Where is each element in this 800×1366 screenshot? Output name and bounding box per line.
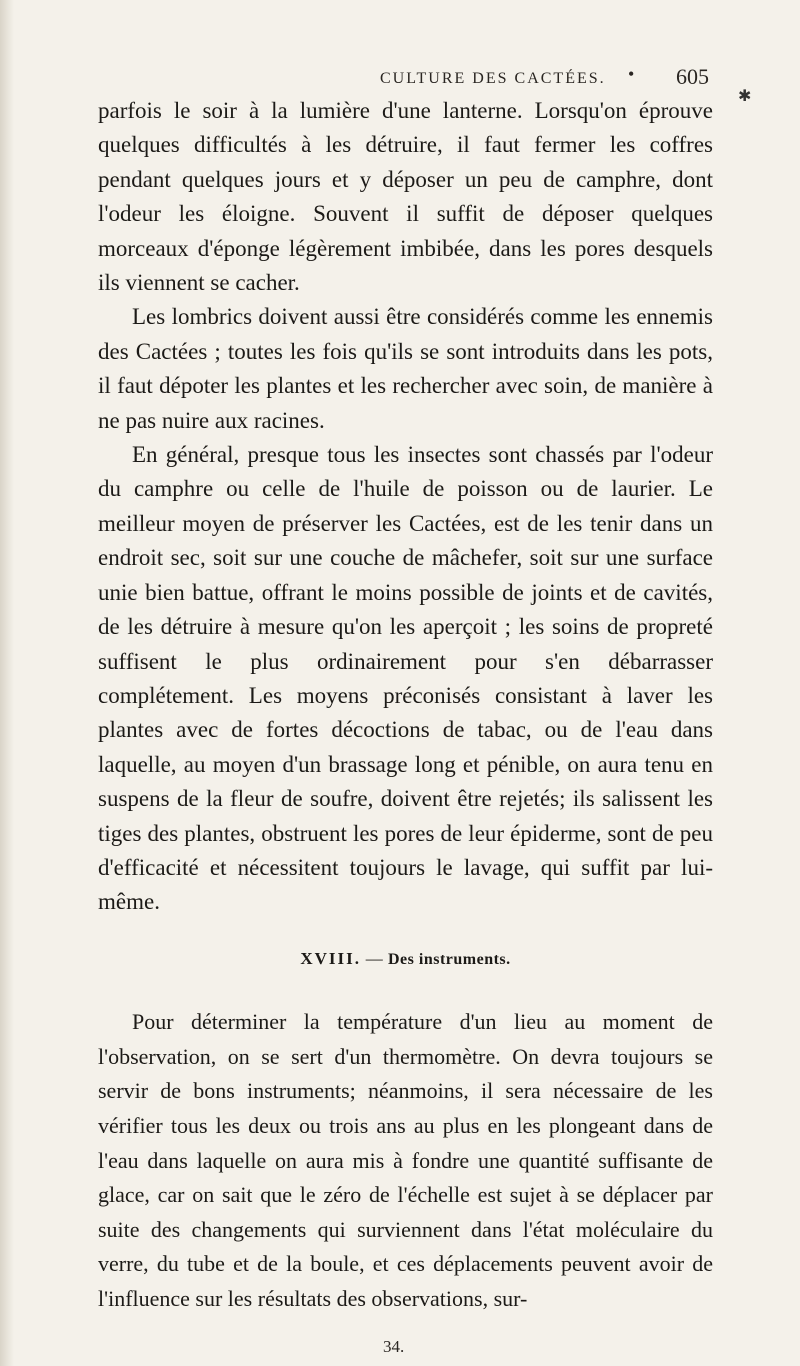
- paragraph-insectes: En général, presque tous les insectes sont chassés par l'odeur du camphre ou celle de l'huile de poisson ou de laurier. Le meilleur moyen de préserver les Cactées, est de les tenir dans un endroit sec, soit sur une couche de mâchefer, soit sur une surface unie bien battue, offrant le moins possible de joints et de cavités, de les détruire à mesure qu'on les aperçoit ; les soins de propreté suffisent le plus ordinairement pour s'en débarrasser complétement. Les moyens préconisés consistant à laver les plantes avec de fortes décoctions de tabac, ou de l'eau dans laquelle, au moyen d'un brassage long et pénible, on aura tenu en suspens de la fleur de soufre, doivent être rejetés; ils salissent les tiges des plantes, obstruent les pores de leur épiderme, sont de peu d'efficacité et nécessitent toujours le lavage, qui suffit par lui-même.: [98, 442, 713, 915]
- paragraph-continued: parfois le soir à la lumière d'une lanterne. Lorsqu'on éprouve quelques difficultés à les détruire, il faut fermer les coffres pendant quelques jours et y déposer un peu de camphre, dont l'odeur les éloigne. Souvent il suffit de déposer quelques morceaux d'éponge légèrement imbibée, dans les pores desquels ils viennent se cacher.: [98, 98, 713, 296]
- running-title: CULTURE DES CACTÉES.: [380, 70, 606, 87]
- section-number: XVIII.: [300, 948, 361, 968]
- header-dot: •: [628, 64, 635, 84]
- paragraph-instruments: Pour déterminer la température d'un lieu au moment de l'observation, on se sert d'un thermomètre. On devra toujours se servir de bons instruments; néanmoins, il sera nécessaire de les vérifier tous les deux ou trois ans au plus en les plongeant dans de l'eau dans laquelle on aura mis à fondre une quantité suffisante de glace, car on sait que le zéro de l'échelle est sujet à se déplacer par suite des changements qui surviennent dans l'état moléculaire du verre, du tube et de la boule, et ces déplacements peuvent avoir de l'influence sur les résultats des observations, sur-: [98, 1009, 713, 1311]
- page-number: 605: [676, 64, 709, 89]
- signature-mark: 34.: [383, 1337, 405, 1356]
- margin-mark: ✱: [738, 88, 752, 105]
- page-edge-shadow: [0, 0, 14, 1366]
- paragraph-lombrics: Les lombrics doivent aussi être considérés comme les ennemis des Cactées ; toutes les fois qu'ils se sont introduits dans les pots, il faut dépoter les plantes et les rechercher avec soin, de manière à ne pas nuire aux racines.: [98, 304, 713, 433]
- section-dash: —: [365, 948, 384, 968]
- section-heading: [98, 942, 713, 977]
- body-text: [98, 94, 713, 1317]
- section-title: Des instruments.: [387, 950, 511, 968]
